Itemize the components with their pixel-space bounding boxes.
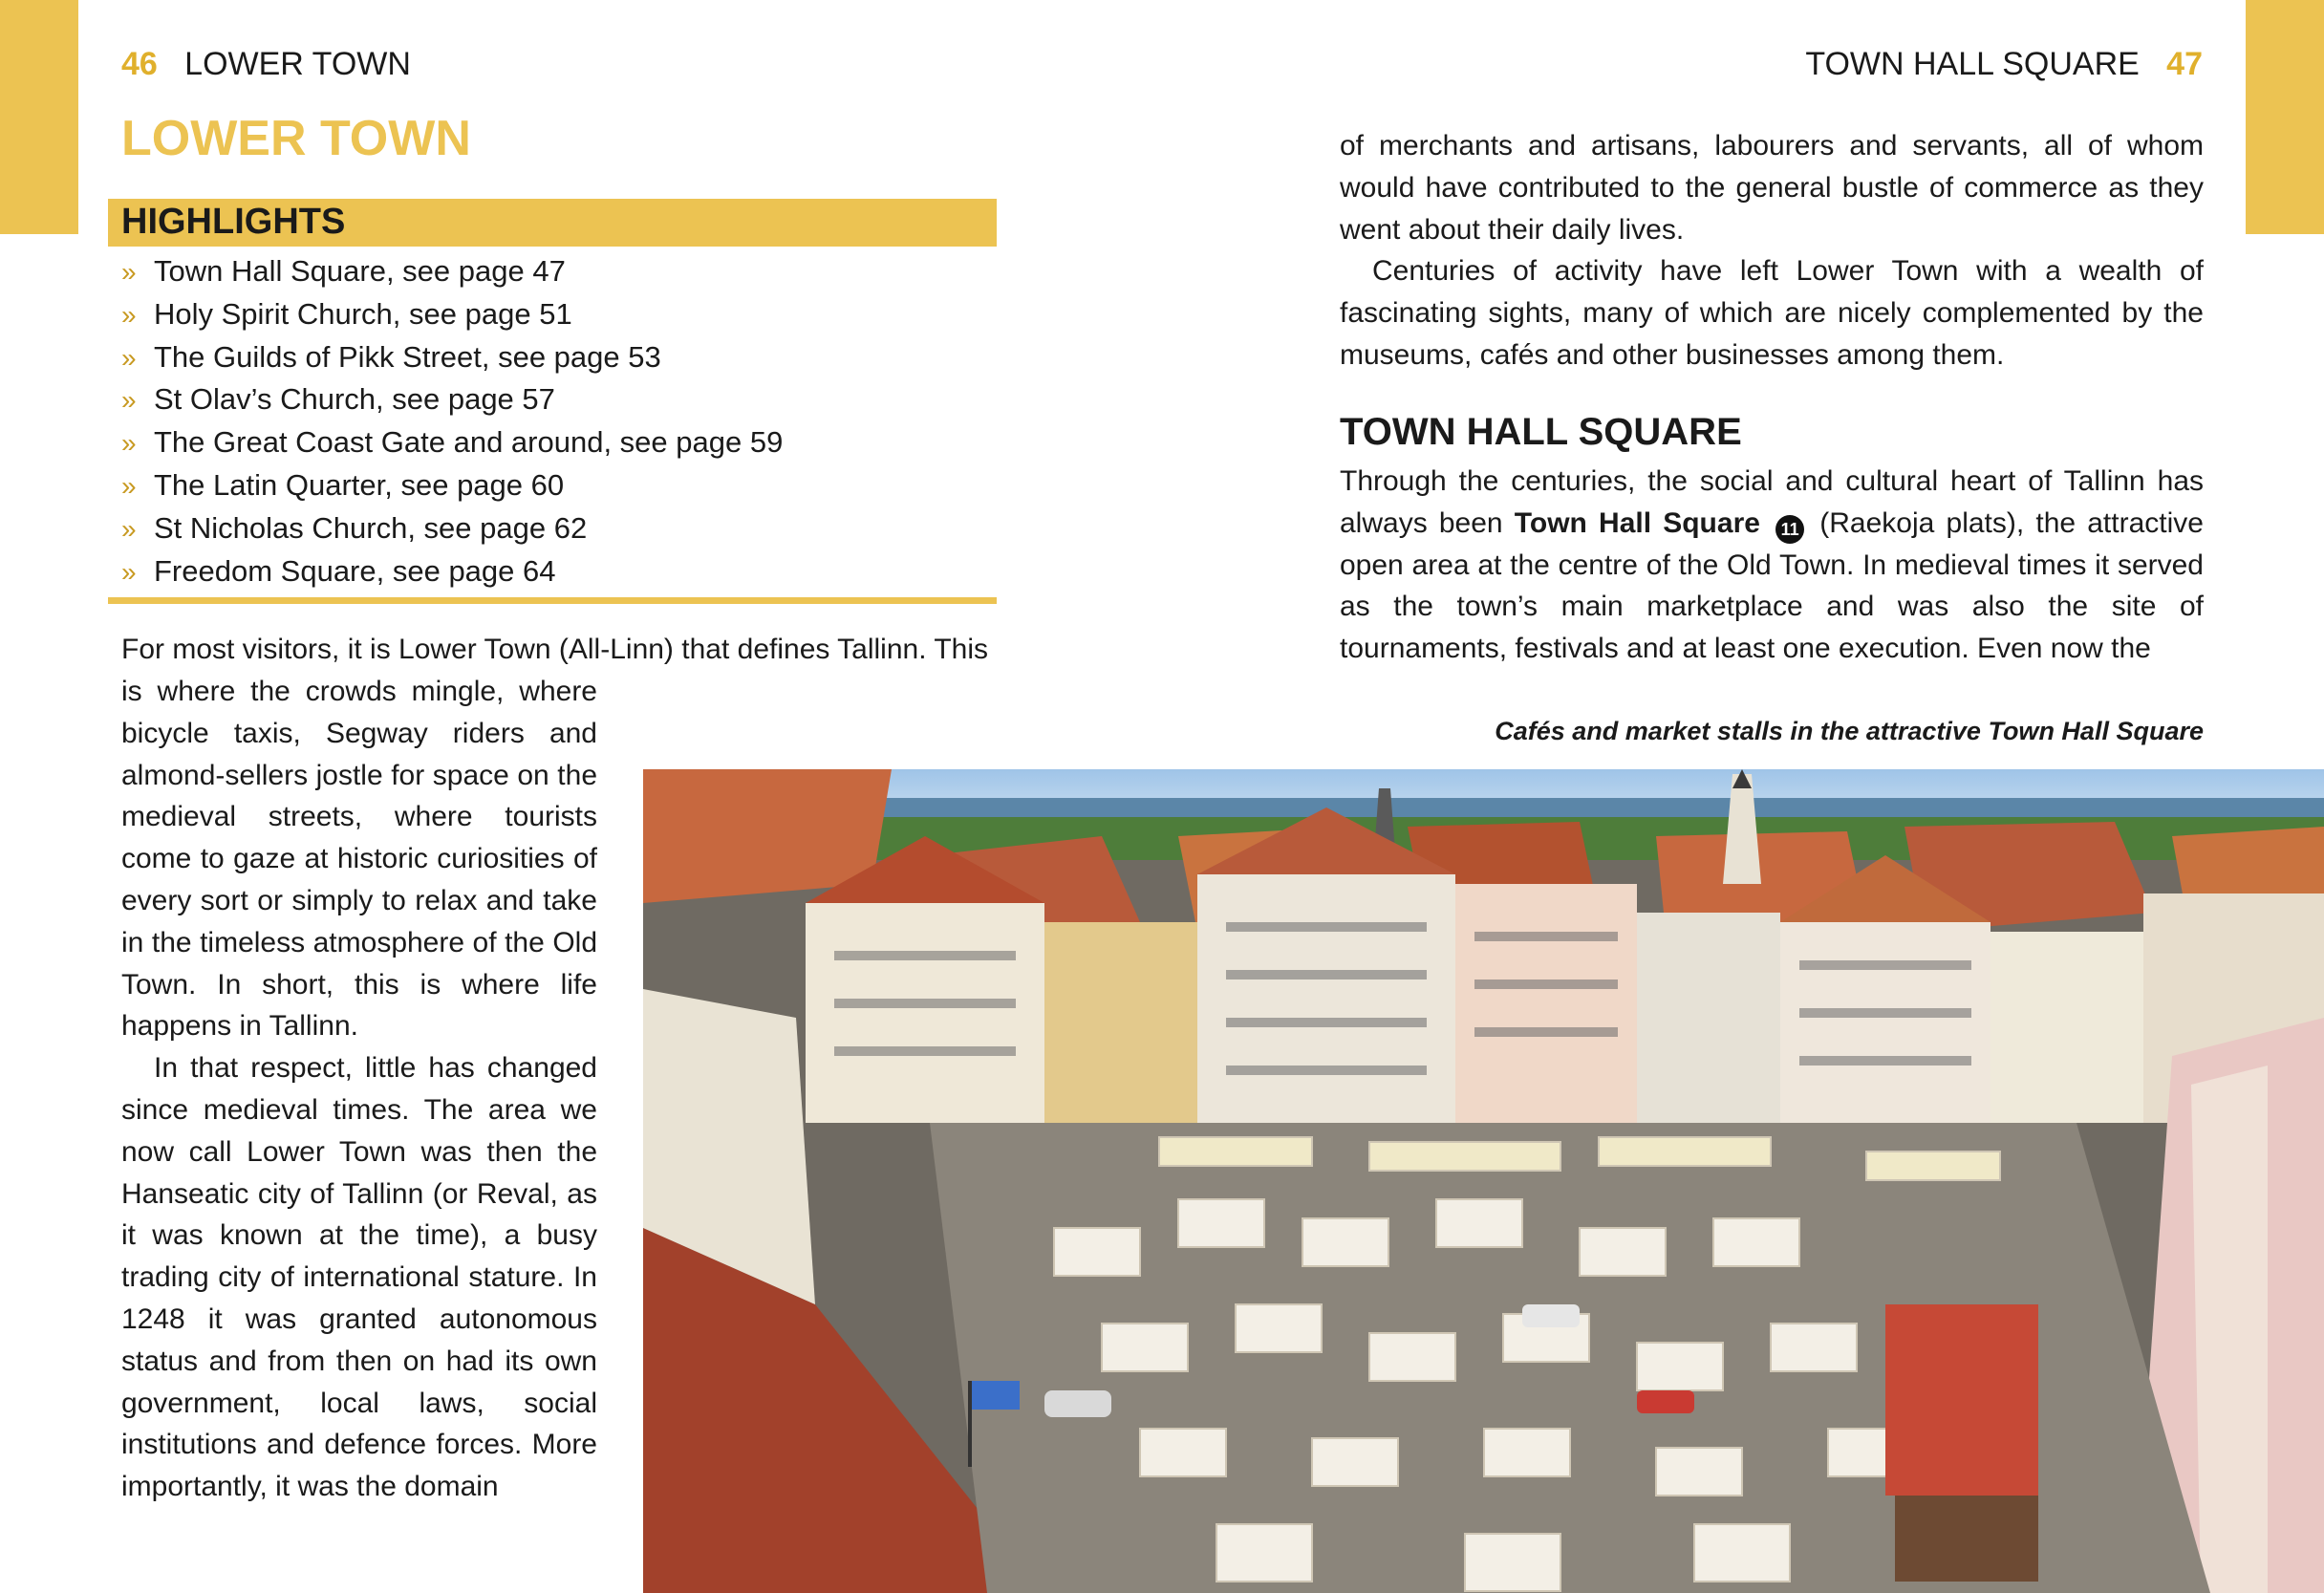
centuries-paragraph: Centuries of activity have left Lower Town with a wealth of fascinating sights, many of which are nicely complemented by the museums, cafés and other businesses among them.	[1340, 255, 2204, 371]
map-marker-icon: 11	[1775, 515, 1804, 544]
town-hall-square-photo	[643, 769, 2324, 1593]
section-text	[1340, 461, 2204, 670]
bullet-chevron-icon: »	[121, 257, 137, 287]
highlight-text: Holy Spirit Church, see page 51	[154, 296, 572, 331]
highlights-list	[121, 250, 981, 592]
section-paragraph	[1340, 461, 2204, 670]
section-text-end: (Raekoja plats), the attractive open area at the centre of the Old Town. In medieval times it served as the town’s main marketplace and was also the site of tournaments, festivals and at least one execution. Even now the	[1340, 506, 2204, 665]
history-paragraph: In that respect, little has changed since medieval times. The area we now call Lower Town was then the Hanseatic city of Tallinn (or Reval, as it was known at the time), a busy trading city of international stature. In 1248 it was granted autonomous status and from then on had its own government, local laws, social institutions and defence forces. More importantly, it was the domain	[121, 1052, 597, 1503]
continued-paragraph: of merchants and artisans, labourers and servants, all of whom would have contributed to the general bustle of commerce as they went about their daily lives.	[1340, 130, 2204, 246]
intro-lead-line: For most visitors, it is Lower Town (All-Linn) that defines Tallinn. This	[121, 634, 989, 665]
right-page-tab	[2246, 0, 2324, 234]
highlight-item	[121, 421, 981, 464]
highlight-item	[121, 378, 981, 421]
bullet-chevron-icon: »	[121, 513, 137, 544]
section-heading: TOWN HALL SQUARE	[1340, 411, 1742, 453]
highlight-item	[121, 250, 981, 293]
highlights-heading: HIGHLIGHTS	[121, 202, 346, 242]
left-page-tab	[0, 0, 78, 234]
right-section-name: TOWN HALL SQUARE	[1805, 46, 2140, 82]
highlights-rule	[108, 597, 997, 604]
highlight-text: The Great Coast Gate and around, see page 59	[154, 425, 784, 460]
right-page-number: 47	[2166, 46, 2203, 82]
section-text-start: Through the centuries, the social and cultural heart of Tallinn has always been	[1340, 465, 2204, 539]
left-section-name: LOWER TOWN	[184, 46, 411, 82]
intro-column	[121, 671, 597, 1508]
highlight-item	[121, 293, 981, 336]
intro-paragraph: is where the crowds mingle, where bicycle taxis, Segway riders and almond-sellers jostle for space on the medieval streets, where tourists come to gaze at historic curiosities of every sort or simply to relax and take in the timeless atmosphere of the Old Town. In short, this is where life happens in Tallinn.	[121, 676, 597, 1043]
bullet-chevron-icon: »	[121, 385, 137, 416]
highlight-item	[121, 336, 981, 379]
left-page-number: 46	[121, 46, 158, 82]
right-top-text	[1340, 125, 2204, 377]
highlight-text: Freedom Square, see page 64	[154, 553, 556, 588]
aerial-town-square-illustration	[643, 769, 2324, 1593]
highlight-text: St Olav’s Church, see page 57	[154, 382, 555, 417]
left-running-head	[121, 46, 411, 83]
photo-caption: Cafés and market stalls in the attractive Town Hall Square	[1495, 717, 2204, 745]
bullet-chevron-icon: »	[121, 428, 137, 459]
highlight-text: The Latin Quarter, see page 60	[154, 467, 565, 502]
bullet-chevron-icon: »	[121, 299, 137, 330]
highlight-text: The Guilds of Pikk Street, see page 53	[154, 339, 661, 374]
highlight-item	[121, 464, 981, 507]
bullet-chevron-icon: »	[121, 470, 137, 501]
highlight-text: St Nicholas Church, see page 62	[154, 510, 588, 545]
chapter-title: LOWER TOWN	[121, 111, 471, 166]
bullet-chevron-icon: »	[121, 342, 137, 373]
highlight-text: Town Hall Square, see page 47	[154, 254, 566, 288]
highlight-item	[121, 507, 981, 550]
highlight-item	[121, 550, 981, 593]
right-running-head	[1805, 46, 2203, 83]
bullet-chevron-icon: »	[121, 556, 137, 587]
section-bold-term: Town Hall Square	[1514, 506, 1760, 539]
